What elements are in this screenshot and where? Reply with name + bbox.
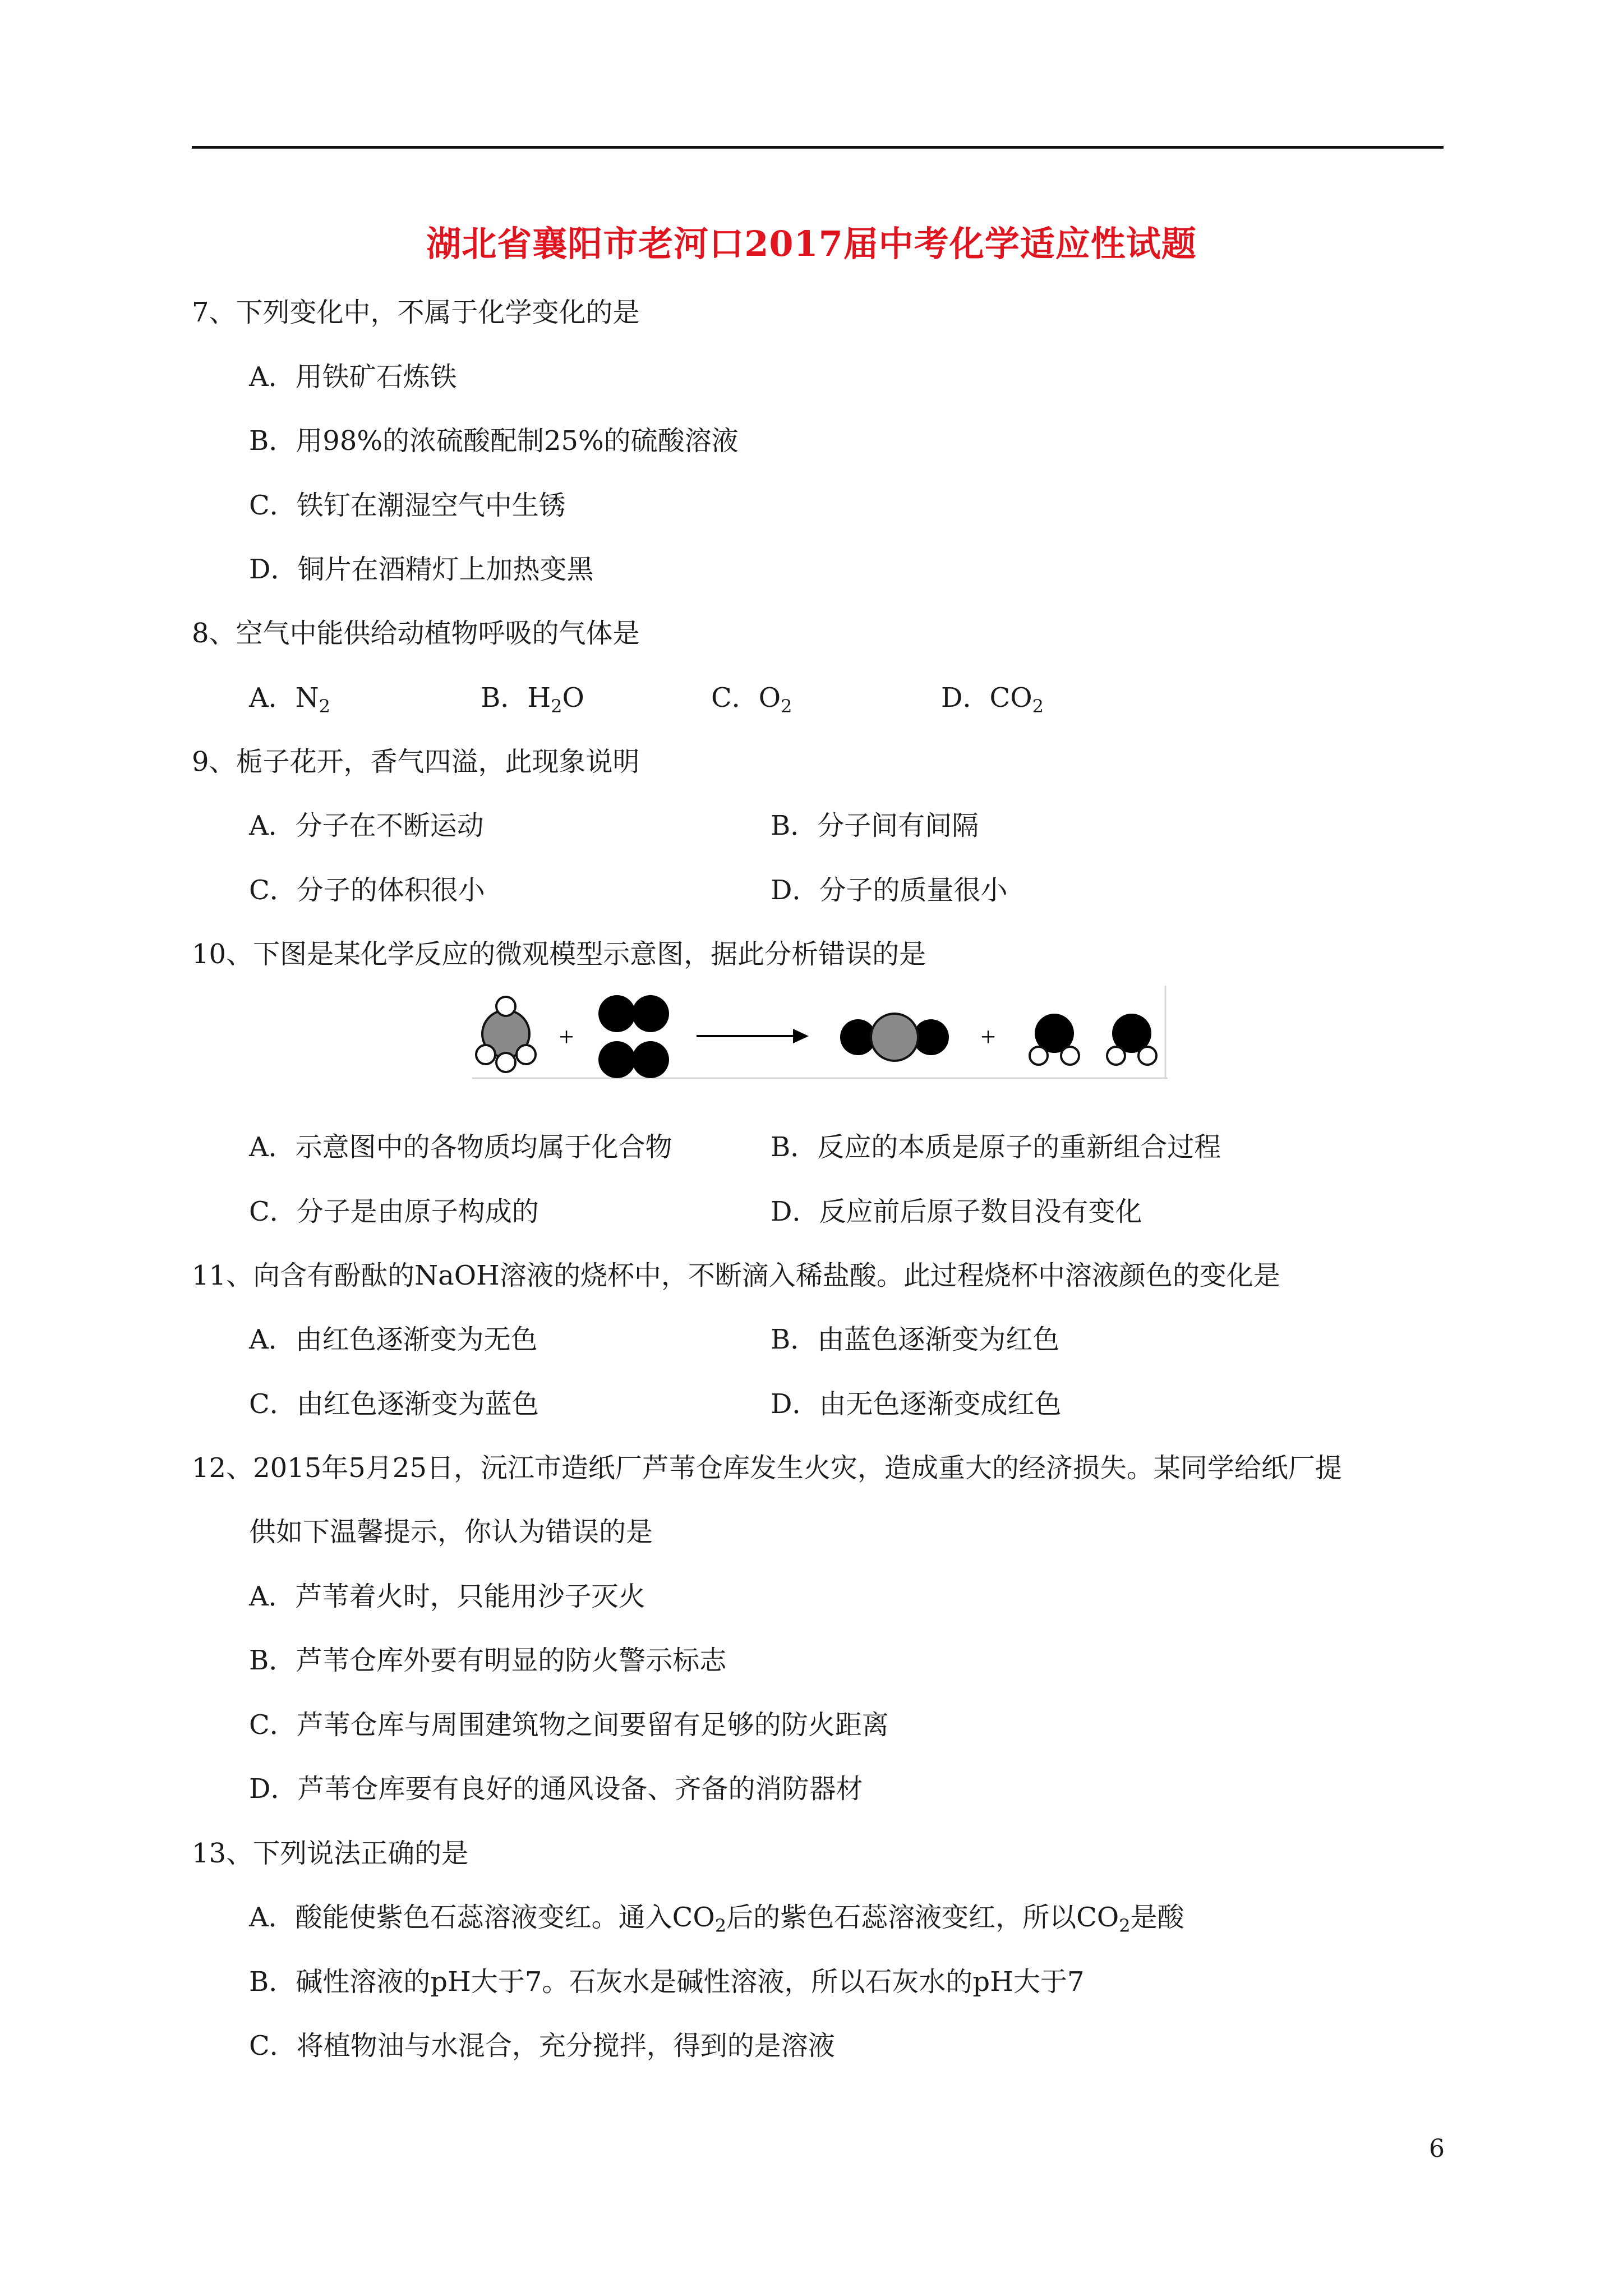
q9-option-b: B．分子间有间隔: [771, 810, 979, 841]
q12-option-d: D．芦苇仓库要有良好的通风设备、齐备的消防器材: [249, 1773, 863, 1805]
question-8-stem: 8、空气中能供给动植物呼吸的气体是: [192, 618, 640, 649]
page-number: 6: [1429, 2134, 1445, 2163]
carbon-dioxide-molecule-icon: [840, 1014, 949, 1061]
water-molecule-icon-1: [1030, 1014, 1079, 1065]
q13-option-c: C．将植物油与水混合，充分搅拌，得到的是溶液: [249, 2030, 835, 2062]
q10-option-b: B．反应的本质是原子的重新组合过程: [771, 1131, 1221, 1163]
q13-option-b: B．碱性溶液的pH大于7。石灰水是碱性溶液，所以石灰水的pH大于7: [249, 1966, 1085, 1998]
question-11-stem: 11、向含有酚酞的NaOH溶液的烧杯中，不断滴入稀盐酸。此过程烧杯中溶液颜色的变化是: [192, 1260, 1280, 1291]
q9-option-c: C．分子的体积很小: [249, 875, 485, 906]
q9-option-d: D．分子的质量很小: [771, 875, 1008, 906]
question-12-stem: 12、2015年5月25日，沅江市造纸厂芦苇仓库发生火灾，造成重大的经济损失。某同学给纸厂提: [192, 1452, 1342, 1484]
q11-option-b: B．由蓝色逐渐变为红色: [771, 1324, 1060, 1355]
q12-option-b: B．芦苇仓库外要有明显的防火警示标志: [249, 1645, 727, 1676]
question-12-stem-continued: 供如下温馨提示，你认为错误的是: [249, 1516, 653, 1548]
q7-option-a: A．用铁矿石炼铁: [249, 361, 457, 393]
q10-option-a: A．示意图中的各物质均属于化合物: [249, 1131, 672, 1163]
q12-option-a: A．芦苇着火时，只能用沙子灭火: [249, 1581, 645, 1612]
plus-sign-left: +: [559, 1022, 574, 1052]
q7-option-b: B．用98%的浓硫酸配制25%的硫酸溶液: [249, 425, 739, 457]
q8-option-c: C．$O_2$: [711, 682, 792, 717]
q13-option-a: A．酸能使紫色石蕊溶液变红。通入$CO_2$后的紫色石蕊溶液变红，所以$CO_2$是酸: [249, 1902, 1184, 1936]
page-title: 湖北省襄阳市老河口2017届中考化学适应性试题: [426, 223, 1197, 264]
header-rule: [192, 146, 1444, 149]
q8-option-d: D．$CO_2$: [941, 682, 1044, 717]
question-9-stem: 9、栀子花开，香气四溢，此现象说明: [192, 746, 640, 777]
q11-option-c: C．由红色逐渐变为蓝色: [249, 1388, 539, 1420]
reaction-model-diagram: [472, 983, 1168, 1084]
question-13-stem: 13、下列说法正确的是: [192, 1838, 469, 1869]
question-10-stem: 10、下图是某化学反应的微观模型示意图，据此分析错误的是: [192, 938, 926, 970]
q11-option-a: A．由红色逐渐变为无色: [249, 1324, 538, 1355]
q11-option-d: D．由无色逐渐变成红色: [771, 1388, 1062, 1420]
q10-option-d: D．反应前后原子数目没有变化: [771, 1196, 1142, 1227]
q7-option-c: C．铁钉在潮湿空气中生锈: [249, 490, 566, 521]
methane-molecule-icon: [476, 997, 536, 1072]
oxygen-molecules-icon: [598, 995, 669, 1078]
question-7-stem: 7、下列变化中，不属于化学变化的是: [192, 297, 640, 328]
water-molecule-icon-2: [1107, 1014, 1156, 1065]
q7-option-d: D．铜片在酒精灯上加热变黑: [249, 554, 594, 585]
q8-option-a: A．$N_2$: [249, 682, 331, 717]
q10-option-c: C．分子是由原子构成的: [249, 1196, 539, 1227]
q8-option-b: B．$H_2O$: [481, 682, 584, 717]
q12-option-c: C．芦苇仓库与周围建筑物之间要留有足够的防火距离: [249, 1709, 889, 1741]
reaction-arrow-icon: [697, 1029, 809, 1043]
q9-option-a: A．分子在不断运动: [249, 810, 484, 841]
plus-sign-right: +: [980, 1022, 996, 1052]
